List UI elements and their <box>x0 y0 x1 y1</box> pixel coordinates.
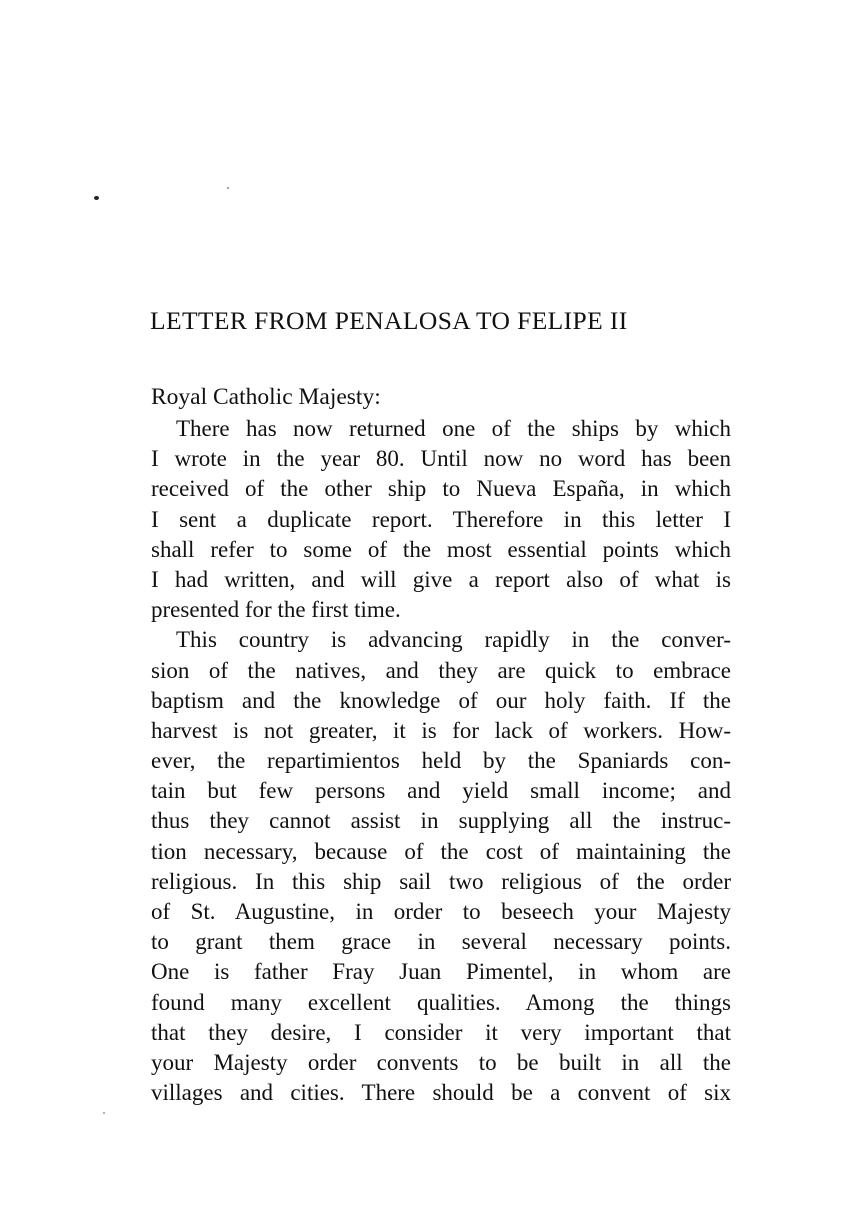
text-line: sion of the natives, and they are quick to embrace <box>151 657 731 683</box>
text-line: that they desire, I consider it very important that <box>151 1019 731 1045</box>
text-line: tion necessary, because of the cost of maintaining the <box>151 838 731 864</box>
text-line: baptism and the knowledge of our holy faith. If the <box>151 687 731 713</box>
text-line: There has now returned one of the ships by which <box>176 416 731 441</box>
text-line: I wrote in the year 80. Until now no word has been <box>151 446 731 472</box>
text-line: found many excellent qualities. Among the things <box>151 989 731 1015</box>
text-line: harvest is not greater, it is for lack of workers. How- <box>151 717 731 743</box>
text-line: thus they cannot assist in supplying all the instruc- <box>151 808 731 834</box>
text-line: tain but few persons and yield small income; and <box>151 778 731 804</box>
text-line: ever, the repartimientos held by the Spaniards con- <box>151 748 731 774</box>
ink-speck <box>94 196 99 200</box>
text-line: presented for the first time. <box>151 597 401 623</box>
text-line: shall refer to some of the most essential points which <box>151 536 731 562</box>
text-line: religious. In this ship sail two religious of the order <box>151 868 731 894</box>
text-line: I sent a duplicate report. Therefore in this letter I <box>151 506 731 532</box>
text-line: of St. Augustine, in order to beseech your Majesty <box>151 899 731 924</box>
text-line: to grant them grace in several necessary points. <box>151 929 731 955</box>
text-line: I had written, and will give a report also of what is <box>151 566 731 592</box>
text-line: received of the other ship to Nueva España, in which <box>151 476 731 502</box>
chapter-heading: LETTER FROM PENALOSA TO FELIPE II <box>150 306 628 335</box>
salutation: Royal Catholic Majesty: <box>151 384 381 410</box>
text-line: This country is advancing rapidly in the conver- <box>176 627 731 653</box>
ink-speck <box>227 187 229 189</box>
text-line: One is father Fray Juan Pimentel, in whom are <box>151 959 731 985</box>
text-line: your Majesty order convents to be built in all the <box>151 1049 731 1075</box>
ink-speck <box>103 1112 105 1114</box>
letter-body <box>151 414 731 1108</box>
text-line: villages and cities. There should be a convent of six <box>151 1080 731 1106</box>
